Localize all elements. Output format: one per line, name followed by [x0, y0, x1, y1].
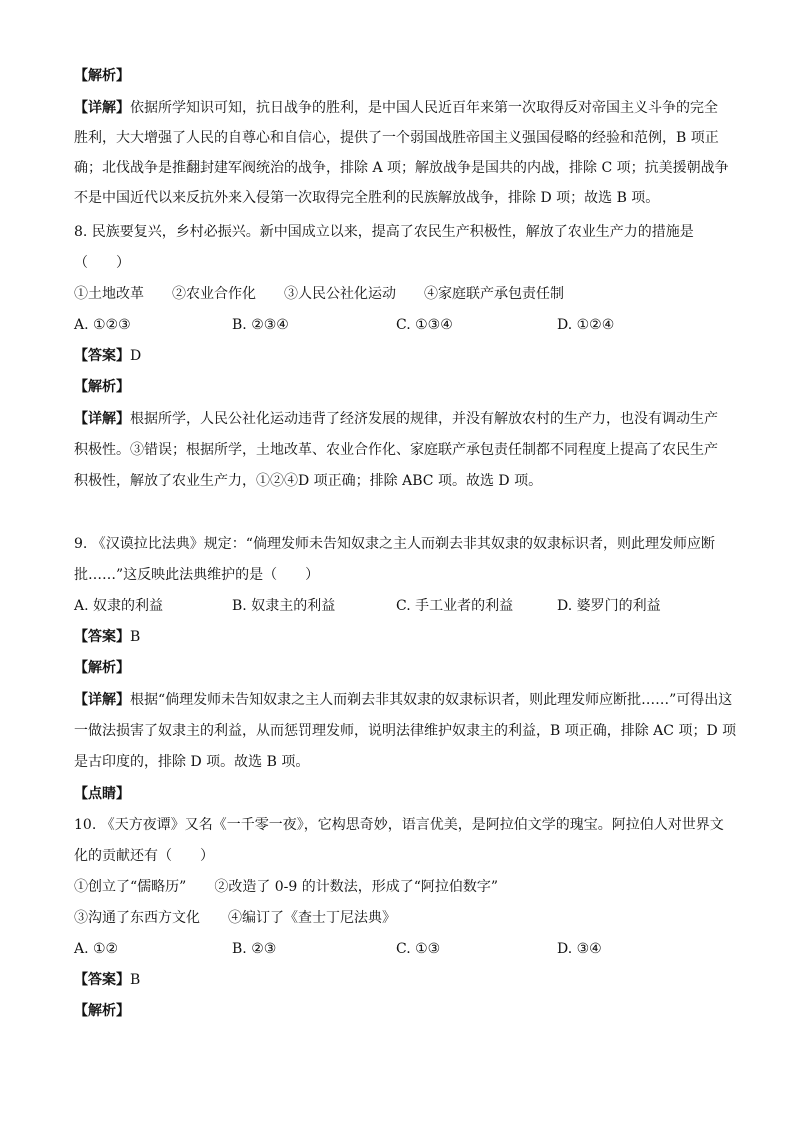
- question-10-analysis-heading: 【解析】: [74, 1003, 130, 1019]
- answer-tag: 【答案】: [74, 348, 130, 364]
- answer-value: B: [130, 972, 141, 988]
- question-9-analysis-heading: 【解析】: [74, 660, 130, 676]
- question-10-option-c[interactable]: C. ①③: [396, 941, 441, 957]
- question-9-answer: [74, 627, 140, 647]
- question-9-option-c[interactable]: C. 手工业者的利益: [396, 598, 514, 614]
- detail-text: 根据“倘理发师未告知奴隶之主人而剃去非其奴隶的奴隶标识者，则此理发师应断批……”可得出这: [130, 692, 733, 708]
- question-10-items: ③沟通了东西方文化 ④编订了《查士丁尼法典》: [74, 910, 396, 926]
- question-10-option-d[interactable]: D. ③④: [557, 941, 602, 957]
- question-8-items: ①土地改革 ②农业合作化 ③人民公社化运动 ④家庭联产承包责任制: [74, 286, 564, 302]
- question-10-items: ①创立了“儒略历” ②改造了 0-9 的计数法，形成了“阿拉伯数字”: [74, 879, 499, 895]
- detail-line: 确；北伐战争是推翻封建军阀统治的战争，排除 A 项；解放战争是国共的内战，排除 C 项；抗美援朝战争: [74, 160, 729, 176]
- question-10-option-a[interactable]: A. ①②: [74, 941, 119, 957]
- detail-text: 根据所学，人民公社化运动违背了经济发展的规律，并没有解放农村的生产力，也没有调动生产: [130, 411, 718, 427]
- question-9-option-a[interactable]: A. 奴隶的利益: [74, 598, 164, 614]
- question-8-detail-line: 积极性，解放了农业生产力，①②④D 项正确；排除 ABC 项。故选 D 项。: [74, 473, 543, 489]
- question-8-stem: 8. 民族要复兴，乡村必振兴。新中国成立以来，提高了农民生产积极性，解放了农业生产力的措施是: [74, 224, 694, 240]
- question-9-stem: 9. 《汉谟拉比法典》规定：“倘理发师未告知奴隶之主人而剃去非其奴隶的奴隶标识者，则此理发师应断: [74, 536, 715, 552]
- question-8-detail-line: [74, 409, 718, 429]
- answer-tag: 【答案】: [74, 629, 130, 645]
- answer-value: B: [130, 629, 141, 645]
- question-9-detail-line: [74, 690, 732, 710]
- question-9-detail-line: 一做法损害了奴隶主的利益，从而惩罚理发师，说明法律维护奴隶主的利益，B 项正确，排除 AC 项；D 项: [74, 723, 737, 739]
- question-10-stem-cont: 化的贡献还有（ ）: [74, 848, 214, 864]
- question-8-analysis-heading: 【解析】: [74, 379, 130, 395]
- question-8-stem-cont: （ ）: [74, 255, 130, 271]
- question-8-option-b[interactable]: B. ②③④: [232, 317, 289, 333]
- question-8-detail-line: 积极性。③错误；根据所学，土地改革、农业合作化、家庭联产承包责任制都不同程度上提高了农民生产: [74, 442, 718, 458]
- question-8-answer: [74, 346, 141, 366]
- detail-text: 依据所学知识可知，抗日战争的胜利，是中国人民近百年来第一次取得反对帝国主义斗争的完全: [130, 100, 718, 116]
- detail-tag: 【详解】: [74, 692, 130, 708]
- analysis-heading: 【解析】: [74, 68, 130, 84]
- question-8-option-c[interactable]: C. ①③④: [396, 317, 453, 333]
- question-9-option-b[interactable]: B. 奴隶主的利益: [232, 598, 336, 614]
- question-10-option-b[interactable]: B. ②③: [232, 941, 277, 957]
- answer-value: D: [130, 348, 142, 364]
- detail-line: 不是中国近代以来反抗外来入侵第一次取得完全胜利的民族解放战争，排除 D 项；故选 B 项。: [74, 190, 660, 206]
- detail-tag: 【详解】: [74, 100, 130, 116]
- question-9-option-d[interactable]: D. 婆罗门的利益: [557, 598, 661, 614]
- question-8-option-a[interactable]: A. ①②③: [74, 317, 131, 333]
- detail-line: 胜利，大大增强了人民的自尊心和自信心，提供了一个弱国战胜帝国主义强国侵略的经验和范例，B 项正: [74, 130, 719, 146]
- question-10-answer: [74, 970, 140, 990]
- question-9-stem-cont: 批……”这反映此法典维护的是（ ）: [74, 567, 320, 583]
- question-10-stem: 10. 《天方夜谭》又名《一千零一夜》，它构思奇妙，语言优美，是阿拉伯文学的瑰宝。阿拉伯人对世界文: [74, 817, 724, 833]
- detail-line: [74, 98, 718, 118]
- detail-tag: 【详解】: [74, 411, 130, 427]
- question-9-detail-line: 是古印度的，排除 D 项。故选 B 项。: [74, 754, 310, 770]
- answer-tag: 【答案】: [74, 972, 130, 988]
- question-9-comment-heading: 【点睛】: [74, 786, 130, 802]
- question-8-option-d[interactable]: D. ①②④: [557, 317, 615, 333]
